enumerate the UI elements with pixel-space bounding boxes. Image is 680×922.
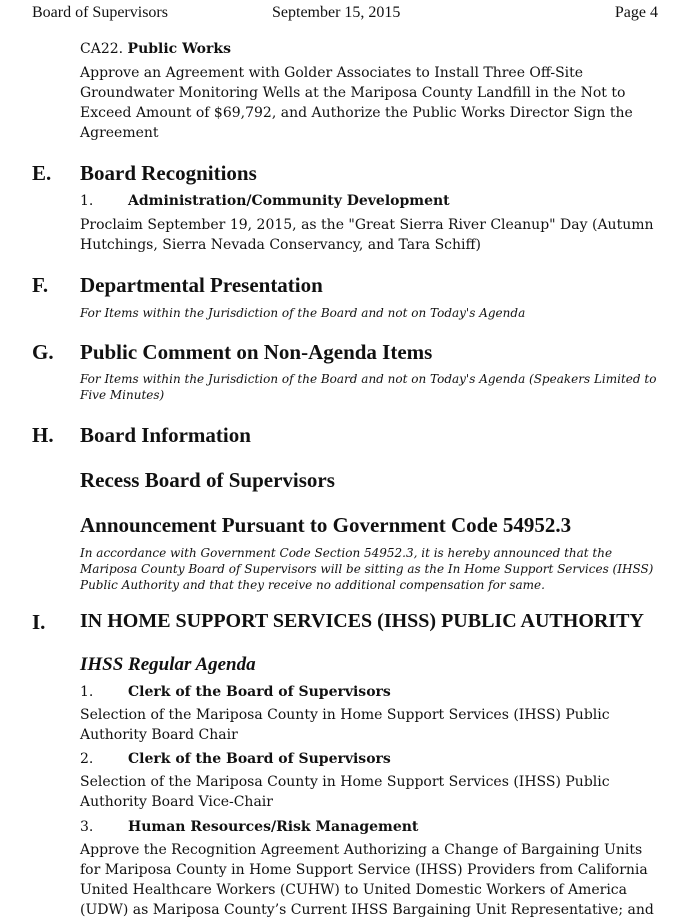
item-department: Clerk of the Board of Supervisors xyxy=(128,751,391,767)
announcement-heading: Announcement Pursuant to Government Code 54952.3 xyxy=(80,513,572,537)
section-e-letter: E. xyxy=(32,161,52,185)
item-department: Human Resources/Risk Management xyxy=(128,819,419,835)
item-department: Clerk of the Board of Supervisors xyxy=(128,684,391,700)
section-i-letter: I. xyxy=(32,610,46,634)
section-e-item-description: Proclaim September 19, 2015, as the "Great Sierra River Cleanup" Day (Autumn Hutchings, Sierra Nevada Conservancy, and Tara Schiff) xyxy=(80,217,654,253)
announcement-text: In accordance with Government Code Section 54952.3, it is hereby announced that the Mariposa County Board of Supervisors will be sitting as the In Home Support Services (IHSS) Public Authority and that they receive no additional compensation for same. xyxy=(80,546,654,592)
header-board-name: Board of Supervisors xyxy=(32,4,168,21)
item-department: Administration/Community Development xyxy=(128,193,450,209)
item-number: 3. xyxy=(80,819,94,835)
recess-heading: Recess Board of Supervisors xyxy=(80,468,335,492)
section-g-title: Public Comment on Non-Agenda Items xyxy=(80,340,433,364)
ca22-label: CA22. xyxy=(80,41,124,57)
ihss-item-1-description: Selection of the Mariposa County in Home Support Services (IHSS) Public Authority Board Chair xyxy=(80,707,610,743)
section-f-letter: F. xyxy=(32,273,49,297)
section-e-item-heading xyxy=(80,191,660,211)
ihss-regular-agenda-subtitle: IHSS Regular Agenda xyxy=(80,654,256,675)
section-g-letter: G. xyxy=(32,340,54,364)
item-number: 1. xyxy=(80,193,94,209)
ca22-heading xyxy=(80,39,660,59)
header-date: September 15, 2015 xyxy=(272,4,401,21)
section-g-note: For Items within the Jurisdiction of the Board and not on Today's Agenda (Speakers Limited to Five Minutes) xyxy=(80,372,657,402)
section-h-title: Board Information xyxy=(80,423,251,447)
ihss-item-1-heading xyxy=(80,682,660,702)
item-number: 2. xyxy=(80,751,94,767)
ihss-item-3-heading xyxy=(80,817,660,837)
ihss-item-2-heading xyxy=(80,749,660,769)
ca22-description: Approve an Agreement with Golder Associates to Install Three Off-Site Groundwater Monitoring Wells at the Mariposa County Landfill in the Not to Exceed Amount of $69,792, and Authorize the Public Works Director Sign the Agreement xyxy=(80,65,633,141)
ihss-item-3-description: Approve the Recognition Agreement Authorizing a Change of Bargaining Units for Mariposa County in Home Support Service (IHSS) Providers from California United Healthcare Workers (CUHW) to United Domestic Workers of America (UDW) as Mariposa County’s Current IHSS Bargaining Unit Representative; and xyxy=(80,842,654,918)
ihss-item-2-description: Selection of the Mariposa County in Home Support Services (IHSS) Public Authority Board Vice-Chair xyxy=(80,774,610,810)
item-number: 1. xyxy=(80,684,94,700)
section-i-title: IN HOME SUPPORT SERVICES (IHSS) PUBLIC AUTHORITY xyxy=(80,610,644,632)
page-header xyxy=(32,4,658,24)
ca22-department: Public Works xyxy=(127,41,231,57)
section-e-title: Board Recognitions xyxy=(80,161,257,185)
section-h-letter: H. xyxy=(32,423,54,447)
section-f-note: For Items within the Jurisdiction of the Board and not on Today's Agenda xyxy=(80,306,526,320)
section-f-title: Departmental Presentation xyxy=(80,273,323,297)
header-page-number: Page 4 xyxy=(614,4,658,21)
